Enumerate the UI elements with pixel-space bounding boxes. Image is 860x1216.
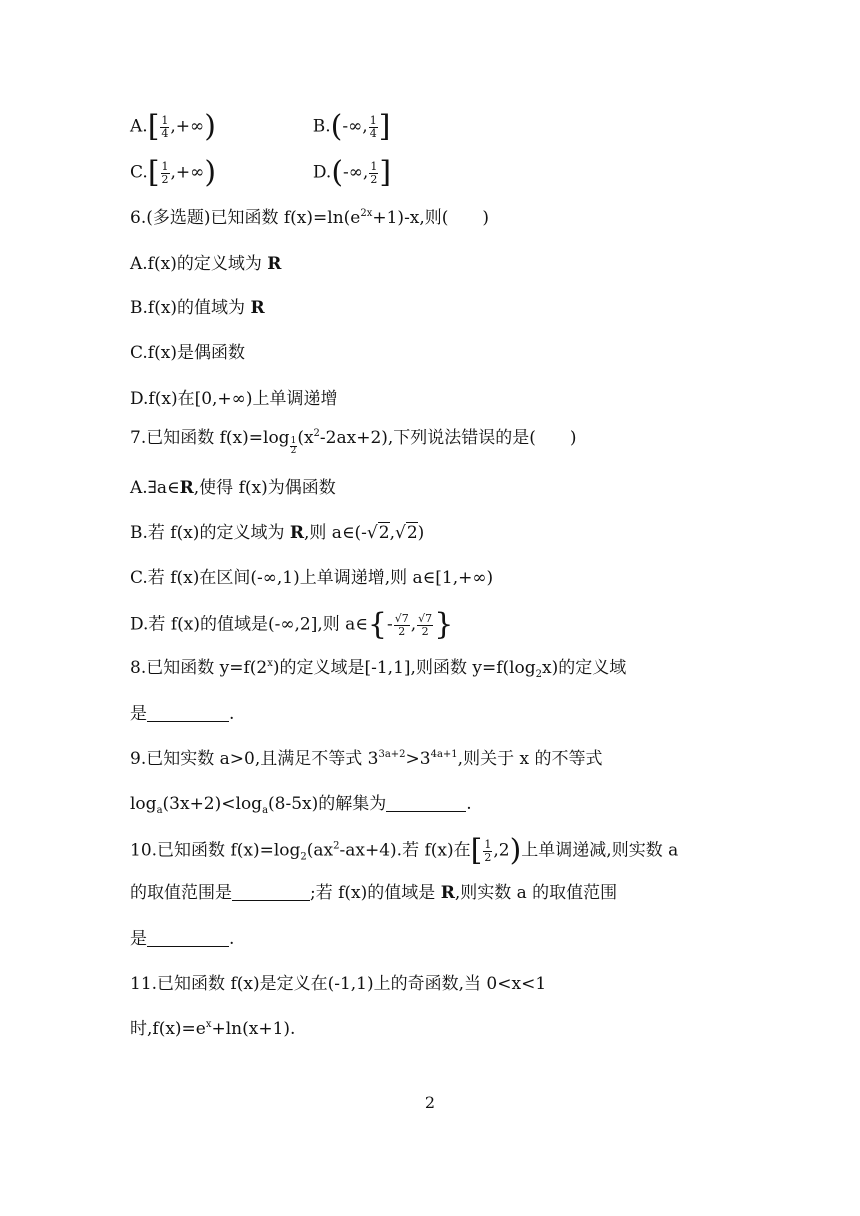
q6-option-d: D.f(x)在[0,+∞)上单调递增 bbox=[130, 389, 338, 409]
q7-stem: 7.已知函数 f(x)=log $\frac{1}{2}$ $(x^2-2ax+2)$,下列说法错误的是( ) bbox=[130, 428, 577, 456]
q5-option-c: C.[ $\frac{1}{2}$ ,+∞) bbox=[130, 155, 217, 190]
q7-option-a: A.∃a∈R,使得 f(x)为偶函数 bbox=[130, 478, 336, 498]
q6-stem: 6.(多选题)已知函数 $f(x)=\ln(e^{2x}+1)-x$,则( ) bbox=[130, 208, 490, 228]
q8-line-2: 是 . bbox=[130, 704, 235, 724]
q10-line-2: 的取值范围是 ;若 f(x)的值域是 R,则实数 a 的取值范围 bbox=[130, 883, 618, 903]
answer-blank bbox=[386, 810, 466, 812]
q5-options-row-2 bbox=[130, 155, 392, 190]
q5-option-a: A.[ $\frac{1}{4}$ ,+∞) bbox=[130, 109, 216, 144]
q5-options-row-1 bbox=[130, 109, 391, 144]
answer-blank bbox=[232, 899, 310, 901]
q9-line-2: $\log_a(3x+2)<\log_a(8-5x)$的解集为 . bbox=[130, 794, 472, 816]
q5-option-d: D.(-∞, $\frac{1}{2}$ ] bbox=[312, 155, 392, 190]
q7-option-b: B.若 f(x)的定义域为 R,则 a∈(-√2,√2) bbox=[130, 523, 425, 543]
q10-line-1: 10.已知函数 $f(x)=\log_2(ax^2-ax+4)$.若 f(x)在[ $\frac{1}{2}$ ,2)上单调递减,则实数 a bbox=[130, 833, 679, 868]
page-number: 2 bbox=[424, 1093, 436, 1112]
q6-option-a: A.f(x)的定义域为 R bbox=[130, 254, 282, 274]
q10-line-3: 是 . bbox=[130, 929, 235, 949]
q6-option-c: C.f(x)是偶函数 bbox=[130, 343, 245, 363]
q11-line-2: 时$,f(x)=e^x+\ln(x+1)$. bbox=[130, 1019, 296, 1039]
q8-line-1: 8.已知函数 $y=f(2^x)$的定义域是[-1,1],则函数 $y=f(\log_2x)$的定义域 bbox=[130, 658, 627, 680]
answer-blank bbox=[147, 945, 229, 947]
q5-option-b: B.(-∞, $\frac{1}{4}$ ] bbox=[312, 109, 391, 144]
q11-line-1: 11.已知函数 f(x)是定义在(-1,1)上的奇函数,当 0<x<1 bbox=[130, 974, 547, 994]
q7-option-c: C.若 f(x)在区间(-∞,1)上单调递增,则 a∈[1,+∞) bbox=[130, 568, 494, 588]
q7-option-d: D.若 f(x)的值域是(-∞,2],则 a∈{- $\frac{√7}{2}$ , $\frac{√7}{2}$ } bbox=[130, 607, 454, 642]
answer-blank bbox=[147, 720, 229, 722]
q6-option-b: B.f(x)的值域为 R bbox=[130, 298, 265, 318]
q9-line-1: 9.已知实数 a>0,且满足不等式 $3^{3a+2}>3^{4a+1}$,则关于 x 的不等式 bbox=[130, 749, 603, 769]
